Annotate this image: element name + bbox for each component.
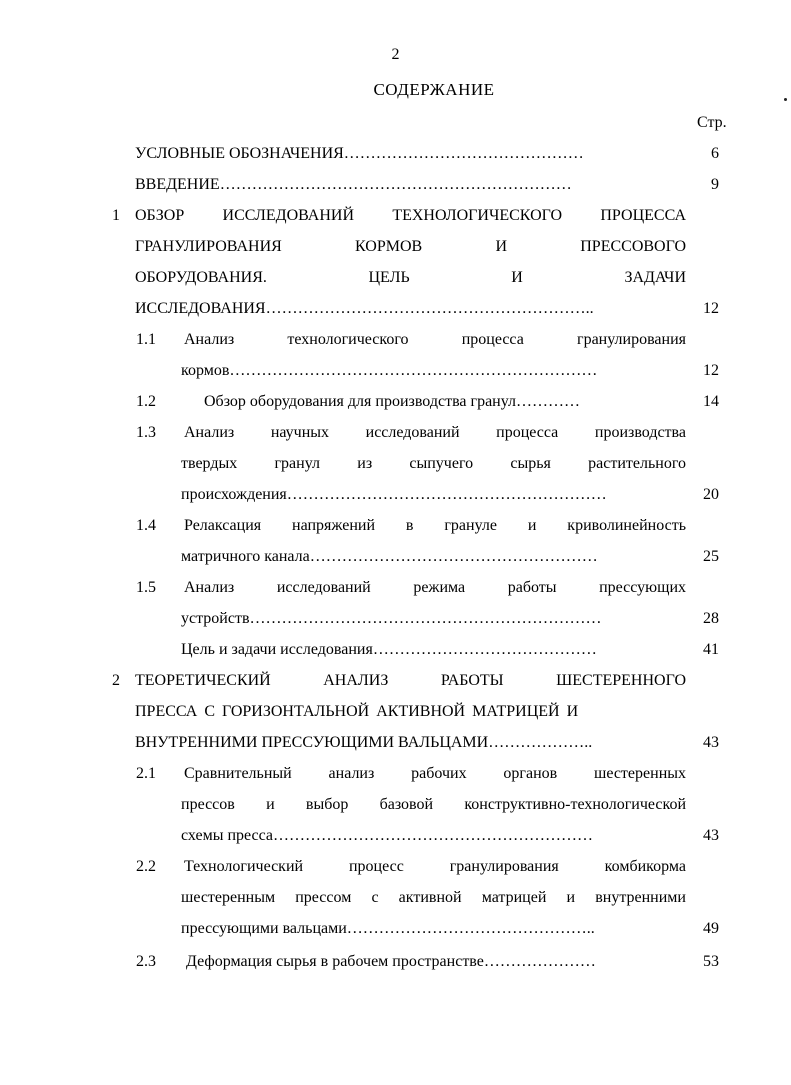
toc-entry-text: Деформация сырья в рабочем пространстве………………… [186, 953, 596, 970]
toc-page: 49 [703, 920, 719, 937]
toc-number: 1.5 [136, 579, 156, 596]
toc-line [0, 731, 791, 755]
toc-page: 28 [703, 610, 719, 627]
toc-line [0, 142, 791, 166]
toc-line [0, 359, 791, 383]
toc-entry-text: Релаксация напряжений в грануле и криволинейность [184, 517, 686, 534]
toc-page: 20 [703, 486, 719, 503]
toc-page: 9 [711, 176, 719, 193]
toc-line [0, 421, 791, 445]
toc-entry-text: Технологический процесс гранулирования комбикорма [184, 858, 686, 875]
toc-entry-text: ПРЕССА С ГОРИЗОНТАЛЬНОЙ АКТИВНОЙ МАТРИЦЕЙ И [135, 703, 579, 720]
toc-entry-text: Цель и задачи исследования…………………………………… [181, 641, 597, 658]
toc-line [0, 173, 791, 197]
toc-entry-text: матричного канала……………………………………………… [181, 548, 598, 565]
toc-number: 1 [112, 207, 120, 224]
toc-entry-text: Анализ научных исследований процесса производства [184, 424, 686, 441]
toc-entry-text: ОБЗОР ИССЛЕДОВАНИЙ ТЕХНОЛОГИЧЕСКОГО ПРОЦЕССА [135, 207, 686, 224]
toc-line [0, 607, 791, 631]
toc-page: 41 [703, 641, 719, 658]
toc-entry-text: твердых гранул из сыпучего сырья растительного [181, 455, 686, 472]
toc-number: 2.1 [136, 765, 156, 782]
toc-page: 53 [703, 953, 719, 970]
toc-entry-text: ИССЛЕДОВАНИЯ…………………………………………………….. [135, 300, 594, 317]
scan-speck [784, 98, 787, 101]
toc-line [0, 793, 791, 817]
toc-number: 1.3 [136, 424, 156, 441]
toc-entry-text: шестеренным прессом с активной матрицей и внутренними [181, 889, 686, 906]
toc-line [0, 950, 791, 974]
toc-entry-text: схемы пресса…………………………………………………… [181, 827, 594, 844]
toc-page: 43 [703, 827, 719, 844]
toc-line [0, 700, 791, 724]
toc-entry-text: кормов…………………………………………………………… [181, 362, 598, 379]
toc-entry-text: происхождения…………………………………………………… [181, 486, 607, 503]
toc-entry-text: Анализ технологического процесса гранулирования [184, 331, 686, 348]
toc-line [0, 514, 791, 538]
toc-entry-text: ГРАНУЛИРОВАНИЯ КОРМОВ И ПРЕССОВОГО [135, 238, 686, 255]
toc-number: 2.2 [136, 858, 156, 875]
toc-entry-text: УСЛОВНЫЕ ОБОЗНАЧЕНИЯ……………………………………… [135, 145, 584, 162]
toc-line [0, 638, 791, 662]
toc-line [0, 545, 791, 569]
toc-entry-text: Обзор оборудования для производства гранул………… [204, 393, 581, 410]
toc-page: 14 [703, 393, 719, 410]
toc-number: 2.3 [136, 953, 156, 970]
toc-line [0, 824, 791, 848]
toc-line [0, 390, 791, 414]
toc-line [0, 204, 791, 228]
toc-number: 1.4 [136, 517, 156, 534]
toc-entry-text: Анализ исследований режима работы прессующих [184, 579, 686, 596]
toc-line [0, 917, 791, 941]
toc-page: 25 [703, 548, 719, 565]
toc-entry-text: ТЕОРЕТИЧЕСКИЙ АНАЛИЗ РАБОТЫ ШЕСТЕРЕННОГО [135, 672, 686, 689]
toc-number: 1.2 [136, 393, 156, 410]
toc-line [0, 328, 791, 352]
toc-entry-text: ВВЕДЕНИЕ………………………………………………………… [135, 176, 572, 193]
toc-entry-text: прессов и выбор базовой конструктивно-технологической [181, 796, 686, 813]
toc-line [0, 452, 791, 476]
toc-line [0, 576, 791, 600]
toc-line [0, 855, 791, 879]
toc-entry-text: устройств………………………………………………………… [181, 610, 602, 627]
toc-line [0, 762, 791, 786]
page-column-label: Стр. [697, 114, 727, 131]
page-number: 2 [391, 46, 400, 63]
toc-entry-text: прессующими вальцами……………………………………….. [181, 920, 595, 937]
page-title: СОДЕРЖАНИЕ [373, 80, 495, 99]
toc-line [0, 886, 791, 910]
toc-line [0, 297, 791, 321]
toc-line [0, 483, 791, 507]
toc-page: 43 [703, 734, 719, 751]
toc-entry-text: ВНУТРЕННИМИ ПРЕССУЮЩИМИ ВАЛЬЦАМИ……………….. [135, 734, 593, 751]
toc-number: 2 [112, 672, 120, 689]
toc-entry-text: Сравнительный анализ рабочих органов шестеренных [184, 765, 686, 782]
toc-entry-text: ОБОРУДОВАНИЯ. ЦЕЛЬ И ЗАДАЧИ [135, 269, 686, 286]
toc-number: 1.1 [136, 331, 156, 348]
toc-line [0, 266, 791, 290]
toc-line [0, 669, 791, 693]
toc-page: 6 [711, 145, 719, 162]
toc-page: 12 [703, 362, 719, 379]
toc-line [0, 235, 791, 259]
toc-page: 12 [703, 300, 719, 317]
